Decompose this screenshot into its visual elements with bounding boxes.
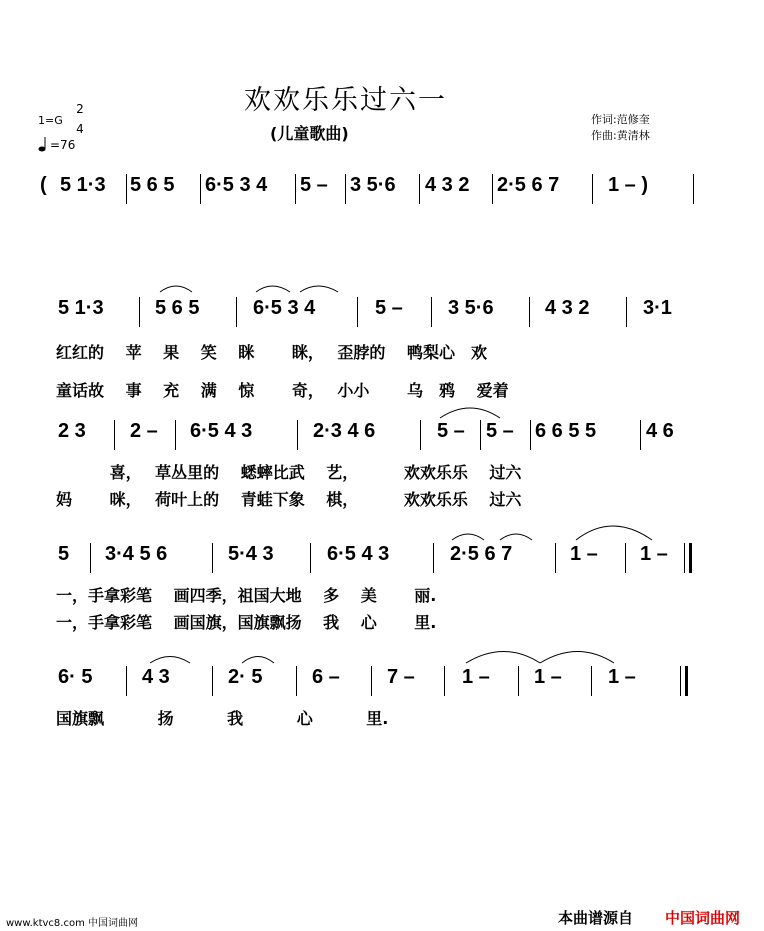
measure: 2 – <box>130 420 158 442</box>
measure: 5 6 5 <box>130 174 175 196</box>
tie <box>466 652 540 664</box>
footer-site-name[interactable]: 中国词曲网 <box>665 909 741 927</box>
measure: 1 – <box>534 666 562 688</box>
measure: 5 – <box>375 297 403 319</box>
measure: 5 <box>58 543 70 565</box>
measure: 6·5 4 3 <box>190 420 253 442</box>
song-title: 欢欢乐乐过六一 <box>244 85 447 116</box>
measure: 2·5 6 7 <box>450 543 513 565</box>
measure: 4 3 <box>142 666 170 688</box>
measure: 5 6 5 <box>155 297 200 319</box>
measure: 4 6 <box>646 420 674 442</box>
slur <box>452 534 484 540</box>
song-subtitle: (儿童歌曲) <box>270 124 349 143</box>
measure: 5 – <box>486 420 514 442</box>
footer-watermark: www.ktvc8.com 中国词曲网 <box>6 918 139 929</box>
measure: 1 – <box>608 666 636 688</box>
slur <box>242 657 274 664</box>
measure: 1 – <box>462 666 490 688</box>
lyric-line-1b: 童话故 事 充 满 惊 奇， 小小 乌 鸦 爱着 <box>56 381 509 400</box>
composer-credit: 作曲:黄清林 <box>591 129 650 142</box>
measure: 2· 5 <box>228 666 263 688</box>
key-signature: 1=G <box>38 114 63 127</box>
tempo-marking: =76 <box>50 138 76 152</box>
measure: 2·3 4 6 <box>313 420 376 442</box>
slur <box>300 286 338 292</box>
measure: 6 6 5 5 <box>535 420 597 442</box>
measure: 5 – <box>300 174 328 196</box>
slur <box>150 657 190 664</box>
slur <box>500 534 532 540</box>
measure: 1 – <box>570 543 598 565</box>
slur <box>256 286 290 292</box>
tie <box>440 408 500 418</box>
lyric-line-3b: 一，手拿彩笔 画国旗，国旗飘扬 我 心 里. <box>56 613 437 632</box>
tie <box>576 526 652 540</box>
measure: 2 3 <box>58 420 86 442</box>
measure: 3 5·6 <box>350 174 396 196</box>
measure: 6 – <box>312 666 340 688</box>
measure: ( <box>40 174 47 196</box>
measure: 4 3 2 <box>545 297 590 319</box>
footer-source-label: 本曲谱源自 <box>558 909 634 927</box>
measure: 3 5·6 <box>448 297 494 319</box>
lyricist-credit: 作词:范修奎 <box>591 113 650 126</box>
measure: 5 – <box>437 420 465 442</box>
lyric-line-1a: 红红的 苹 果 笑 眯 眯， 歪脖的 鸭梨心 欢 <box>56 343 487 362</box>
lyric-line-3a: 一，手拿彩笔 画四季，祖国大地 多 美 丽. <box>56 586 437 605</box>
measure: 5 1·3 <box>60 174 106 196</box>
measure: 7 – <box>387 666 415 688</box>
measure: 5·4 3 <box>228 543 274 565</box>
measure: 6· 5 <box>58 666 93 688</box>
lyric-line-2b: 妈 咪， 荷叶上的 青蛙下象 棋， 欢欢乐乐 过六 <box>56 490 522 509</box>
lyric-line-2a: 喜， 草丛里的 蟋蟀比武 艺， 欢欢乐乐 过六 <box>56 463 522 482</box>
time-signature-top: 2 <box>76 102 84 116</box>
measure: 3·4 5 6 <box>105 543 168 565</box>
measure: 5 1·3 <box>58 297 104 319</box>
time-signature-bottom: 4 <box>76 122 84 136</box>
tie <box>540 652 614 664</box>
measure: 3·1 <box>643 297 672 319</box>
measure: 6·5 3 4 <box>205 174 268 196</box>
measure: 1 – <box>640 543 668 565</box>
measure: 6·5 3 4 <box>253 297 316 319</box>
measure: 4 3 2 <box>425 174 470 196</box>
slur <box>160 286 192 292</box>
measure: 2·5 6 7 <box>497 174 560 196</box>
measure: 6·5 4 3 <box>327 543 390 565</box>
lyric-line-4: 国旗飘 扬 我 心 里. <box>56 709 389 728</box>
measure: 1 – ) <box>608 174 649 196</box>
